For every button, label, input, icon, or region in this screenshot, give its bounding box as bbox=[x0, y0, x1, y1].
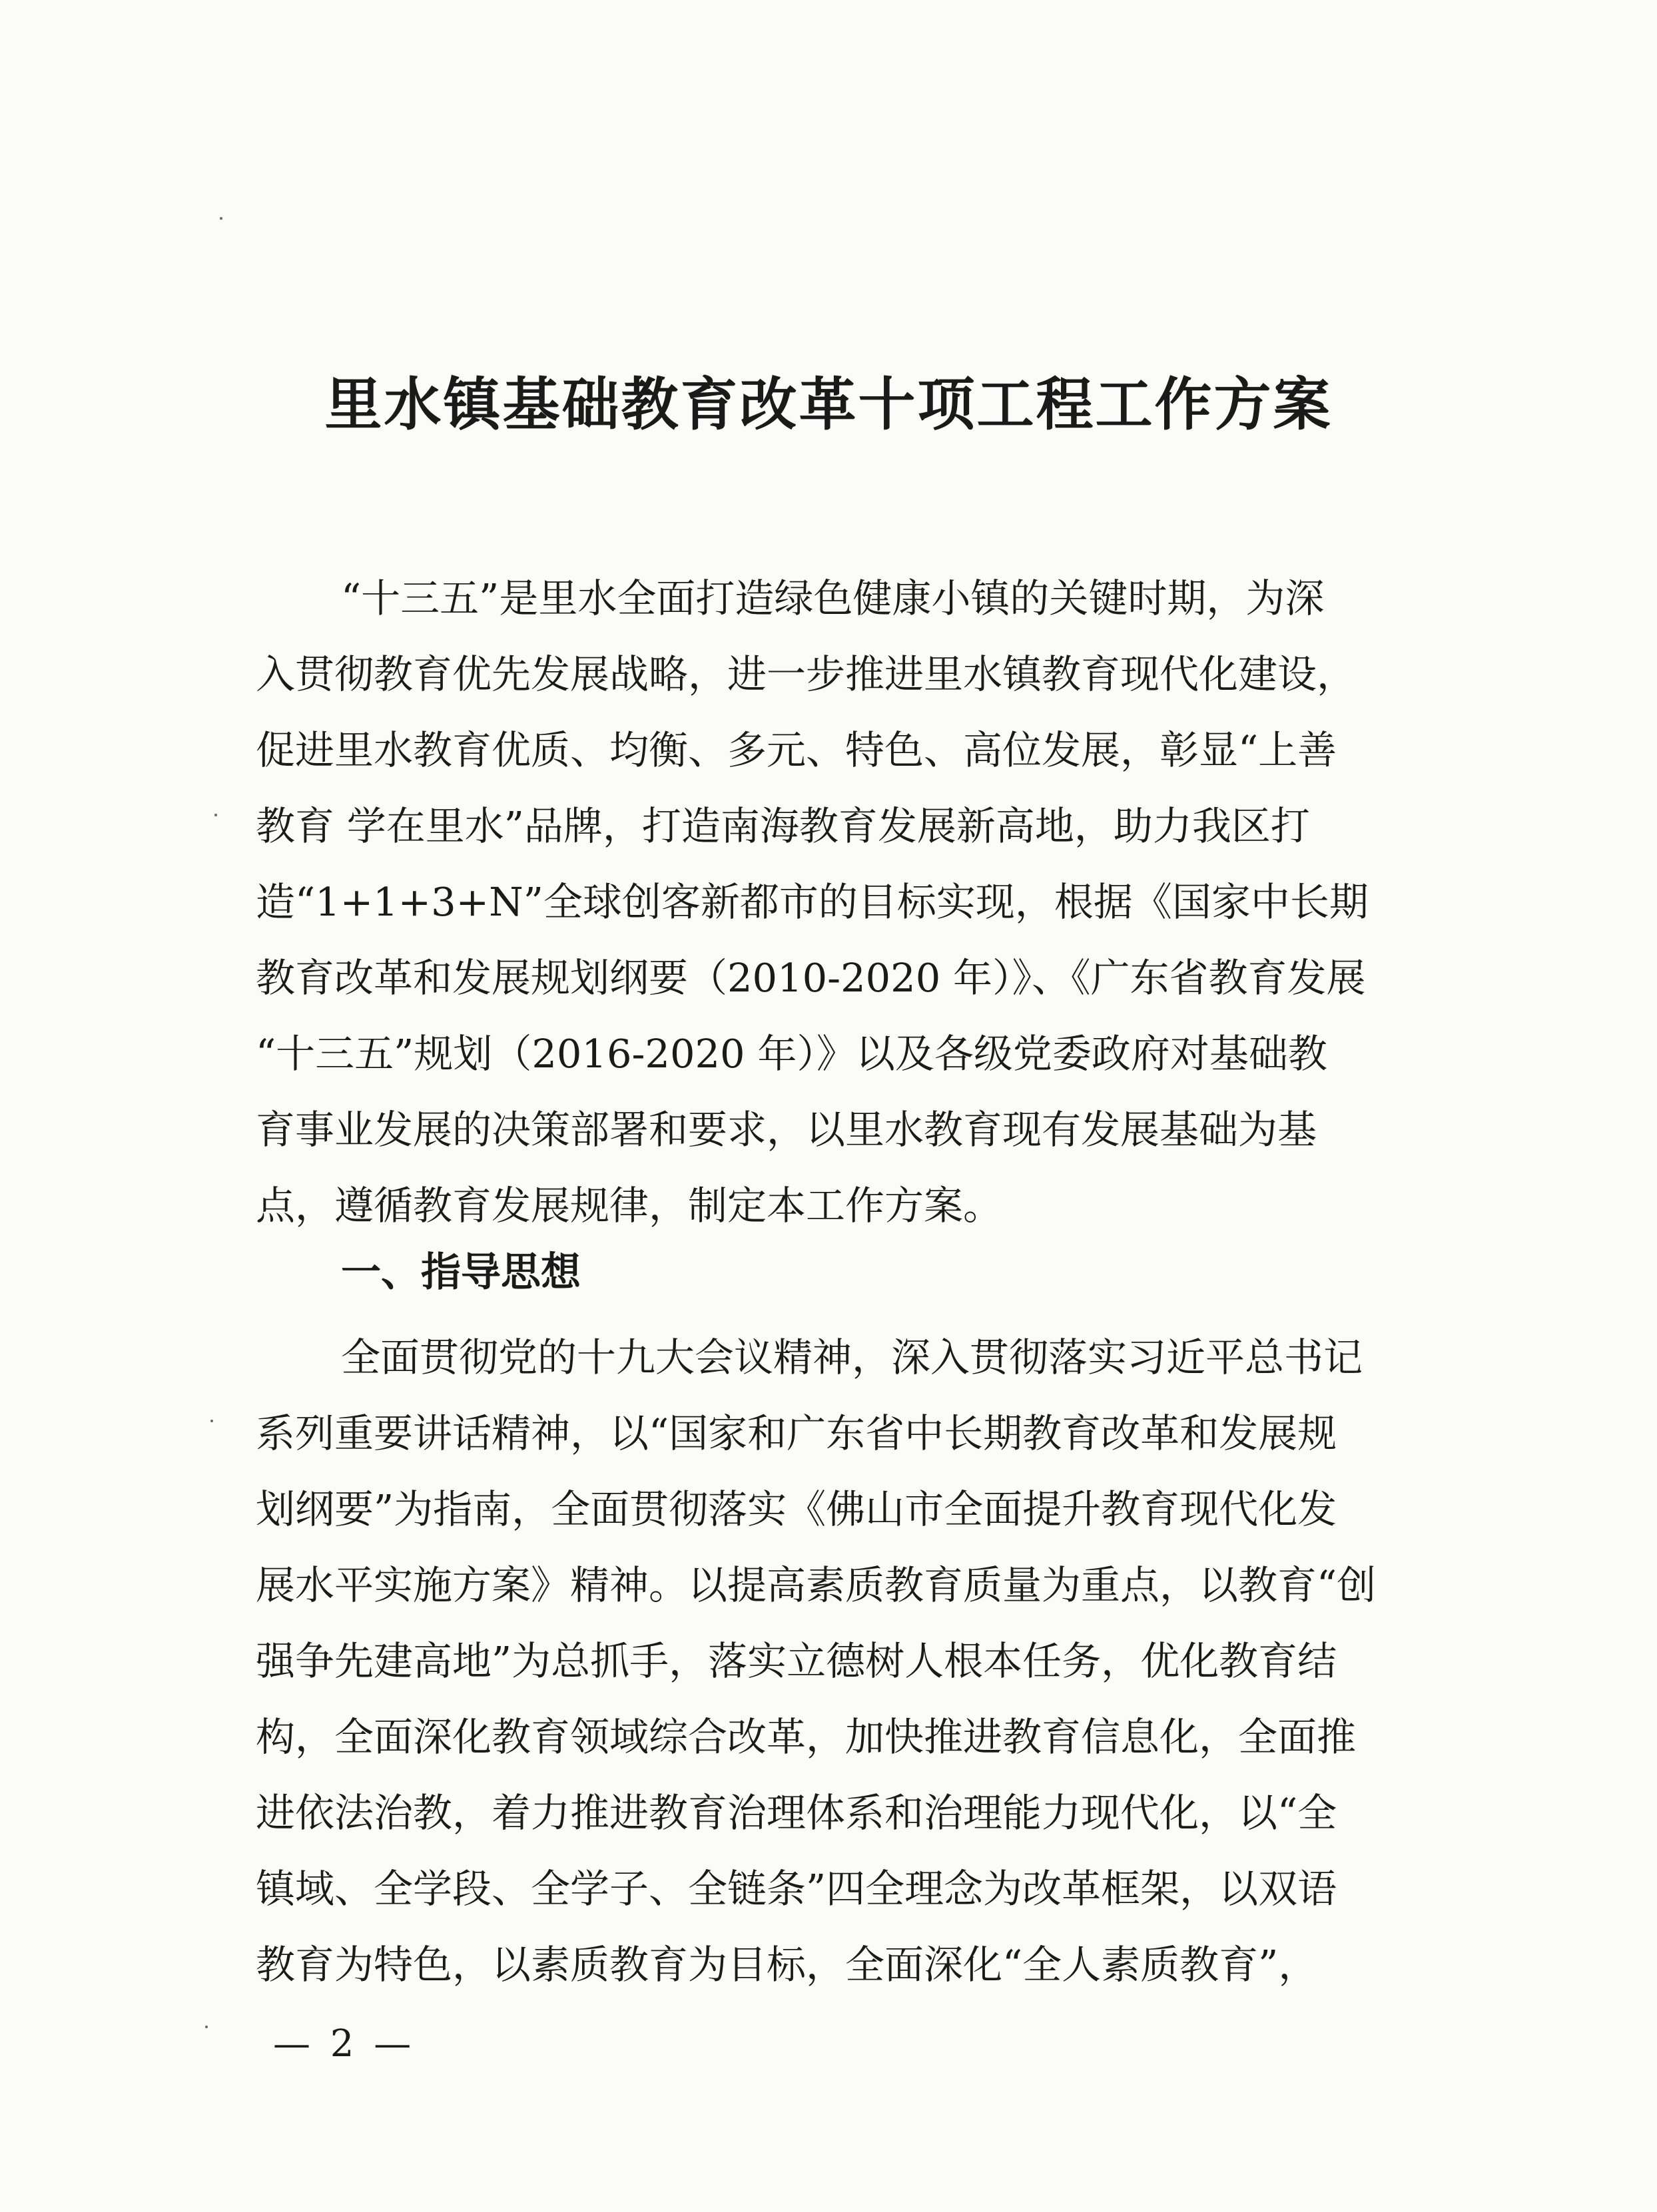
paragraph-line: 进依法治教，着力推进教育治理体系和治理能力现代化，以“全 bbox=[256, 1790, 1337, 1836]
paragraph-line: 促进里水教育优质、均衡、多元、特色、高位发展，彰显“上善 bbox=[256, 727, 1337, 773]
paragraph-line: 育事业发展的决策部署和要求，以里水教育现有发展基础为基 bbox=[256, 1107, 1317, 1153]
paragraph-line: 镇域、全学段、全学子、全链条”四全理念为改革框架，以双语 bbox=[256, 1866, 1337, 1912]
scan-speck bbox=[205, 2026, 208, 2028]
paragraph-line: 造“1+1+3+N”全球创客新都市的目标实现，根据《国家中长期 bbox=[256, 879, 1369, 925]
scan-speck bbox=[210, 1420, 213, 1422]
paragraph-line: 入贯彻教育优先发展战略，进一步推进里水镇教育现代化建设， bbox=[256, 651, 1357, 697]
section-heading: 一、指导思想 bbox=[341, 1249, 581, 1296]
paragraph-line: 教育 学在里水”品牌，打造南海教育发展新高地，助力我区打 bbox=[256, 803, 1310, 849]
paragraph-line: 展水平实施方案》精神。以提高素质教育质量为重点，以教育“创 bbox=[256, 1562, 1377, 1608]
page-number: — 2 — bbox=[273, 2022, 416, 2066]
guiding-ideology-paragraph bbox=[256, 1320, 1420, 2003]
scan-speck bbox=[220, 217, 222, 220]
intro-paragraph bbox=[256, 561, 1420, 1244]
paragraph-line: 教育改革和发展规划纲要（2010-2020 年）》、《广东省教育发展 bbox=[256, 955, 1366, 1001]
paragraph-line: 教育为特色，以素质教育为目标，全面深化“全人素质教育”， bbox=[256, 1942, 1318, 1988]
paragraph-line: “十三五”是里水全面打造绿色健康小镇的关键时期，为深 bbox=[341, 575, 1325, 621]
page-title: 里水镇基础教育改革十项工程工作方案 bbox=[324, 372, 1333, 438]
paragraph-line: 系列重要讲话精神，以“国家和广东省中长期教育改革和发展规 bbox=[256, 1410, 1337, 1456]
paragraph-line: 点，遵循教育发展规律，制定本工作方案。 bbox=[256, 1183, 1003, 1229]
scan-speck bbox=[214, 814, 217, 816]
paragraph-line: 全面贯彻党的十九大会议精神，深入贯彻落实习近平总书记 bbox=[341, 1334, 1363, 1380]
paragraph-line: 强争先建高地”为总抓手，落实立德树人根本任务，优化教育结 bbox=[256, 1638, 1337, 1684]
paragraph-line: “十三五”规划（2016-2020 年）》以及各级党委政府对基础教 bbox=[256, 1031, 1327, 1077]
paragraph-line: 构，全面深化教育领域综合改革，加快推进教育信息化，全面推 bbox=[256, 1714, 1357, 1760]
paragraph-line: 划纲要”为指南，全面贯彻落实《佛山市全面提升教育现代化发 bbox=[256, 1486, 1337, 1532]
